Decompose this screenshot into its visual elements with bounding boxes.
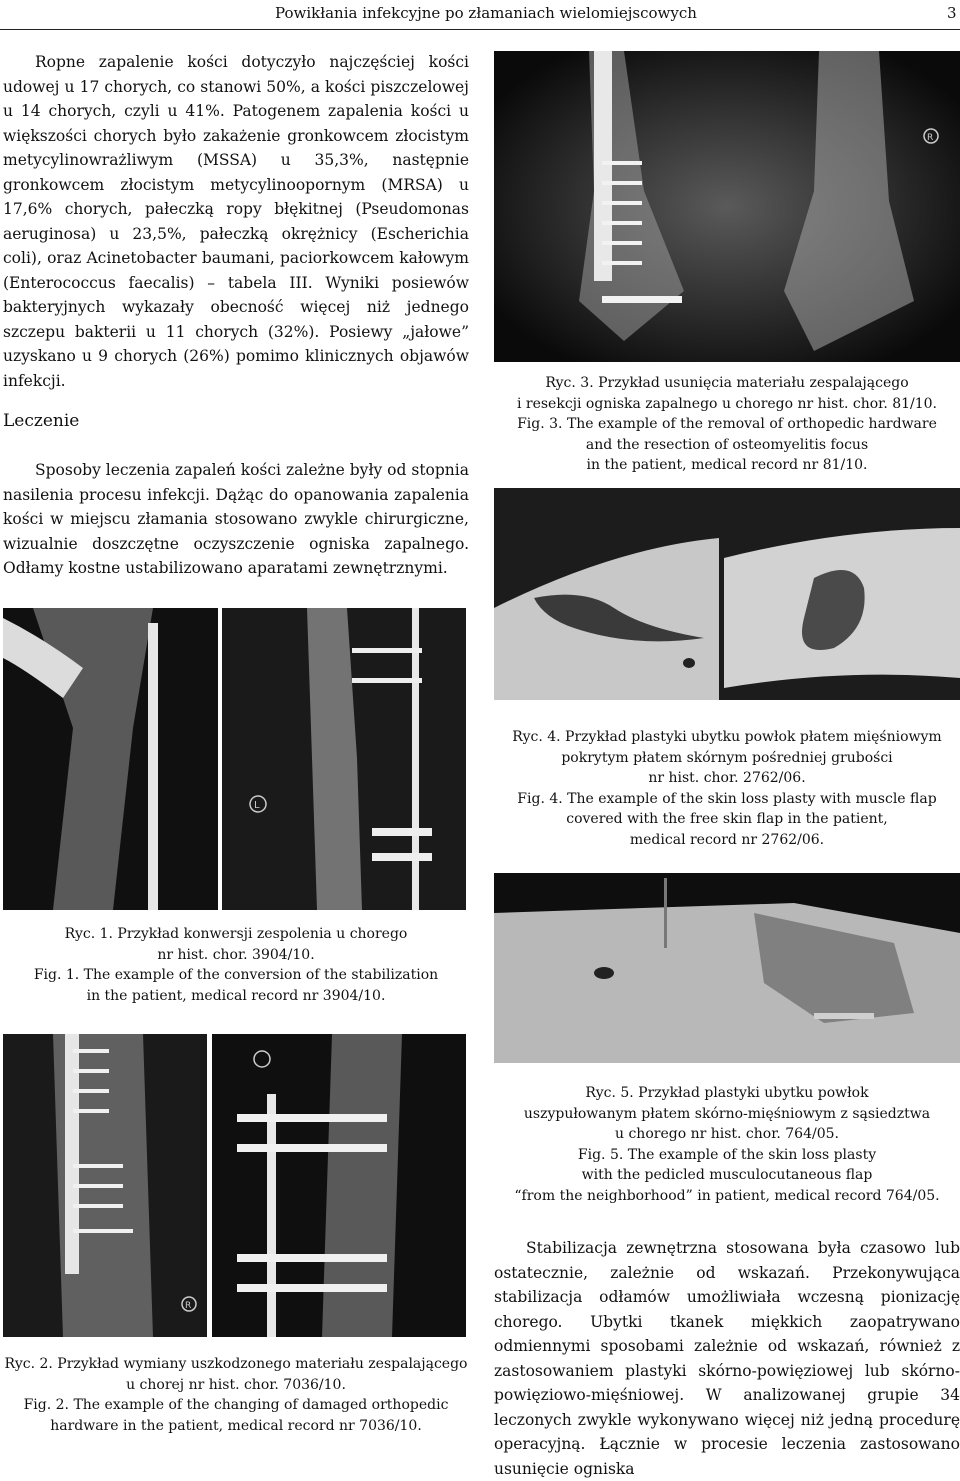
- caption-line: with the pedicled musculocutaneous flap: [581, 1167, 873, 1183]
- body-paragraph: Stabilizacja zewnętrzna stosowana była czasowo lub ostatecznie, zależnie od wskazań. Przekonywująca stabilizacja odłamów umożliwiała wczesną pionizację chorego. Ubytki tkanek miękkich zaopatrywano odmiennymi sposobami zależnie od wskazań, również z zastosowaniem plastyki skórno-powięziowej lub skórno-powięziowo-mięśniowej. W analizowanej grupie 34 leczonych zwykle wykonywano więcej niż jedną procedurę operacyjną. Łącznie w procesie leczenia zastosowano usunięcie ogniska: [494, 1239, 960, 1478]
- page-number: 3: [947, 4, 957, 22]
- running-title: Powikłania infekcyjne po złamaniach wielomiejscowych: [275, 4, 697, 22]
- caption-line: Fig. 1. The example of the conversion of the stabilization: [33, 967, 439, 983]
- caption-line: Fig. 5. The example of the skin loss plasty: [577, 1146, 877, 1163]
- xray-marker: R: [185, 1301, 192, 1311]
- xray-marker: L: [254, 800, 260, 811]
- left-column-text-2: [3, 458, 469, 581]
- caption-line: Fig. 3. The example of the removal of orthopedic hardware: [517, 416, 937, 432]
- figure-2-caption: [3, 1354, 469, 1436]
- caption-line: hardware in the patient, medical record nr 7036/10.: [50, 1417, 422, 1434]
- right-column-text: [494, 1236, 960, 1481]
- body-paragraph: Ropne zapalenie kości dotyczyło najczęściej kości udowej u 17 chorych, co stanowi 50%, a kości piszczelowej u 14 chorych, czyli u 41%. Patogenem zapalenia kości u większości chorych było zakażenie gronkowcem złocistym metycylinowrażliwym (MSSA) u 35,3%, następnie gronkowcem złocistym metycylinoopornym (MRSA) u 17,6% chorych, pałeczką ropy błękitnej (Pseudomonas aeruginosa) u 23,5%, pałeczką okrężnicy (Escherichia coli), oraz Acinetobacter baumani, paciorkowcem kałowym (Enterococcus faecalis) – tabela III. Wyniki posiewów bakteryjnych wykazały obecność więcej niż jednego szczepu bakterii u 11 chorych (32%). Posiewy „jałowe” uzyskano u 9 chorych (26%) pomimo klinicznych objawów infekcji.: [3, 53, 469, 390]
- xray-figure-2-right: [212, 1034, 466, 1337]
- figure-4-caption: [494, 727, 960, 850]
- caption-line: medical record nr 2762/06.: [629, 831, 825, 848]
- caption-line: “from the neighborhood” in patient, medical record 764/05.: [514, 1187, 940, 1204]
- caption-line: in the patient, medical record nr 3904/10.: [86, 987, 386, 1004]
- xray-figure-2-left: [3, 1034, 207, 1337]
- figure-1-caption: [3, 924, 469, 1006]
- left-column-text: [3, 50, 469, 393]
- xray-figure-1-left: [3, 608, 218, 910]
- figure-3-caption: [494, 373, 960, 476]
- xray-figure-1-right: [222, 608, 466, 910]
- header-rule: [0, 29, 960, 30]
- caption-line: pokrytym płatem skórnym pośredniej grubości: [561, 749, 893, 766]
- caption-line: in the patient, medical record nr 81/10.: [586, 457, 868, 473]
- caption-line: i resekcji ogniska zapalnego u chorego nr hist. chor. 81/10.: [516, 395, 938, 412]
- caption-line: u chorego nr hist. chor. 764/05.: [615, 1126, 839, 1142]
- clinical-photo-figure-4: [494, 488, 960, 700]
- xray-marker: R: [927, 133, 934, 143]
- caption-line: u chorej nr hist. chor. 7036/10.: [126, 1376, 346, 1393]
- figure-5-caption: [494, 1083, 960, 1206]
- caption-line: covered with the free skin flap in the patient,: [566, 811, 888, 827]
- caption-line: Ryc. 2. Przykład wymiany uszkodzonego materiału zespalającego: [4, 1356, 468, 1372]
- section-heading: Leczenie: [3, 411, 80, 431]
- caption-line: nr hist. chor. 3904/10.: [157, 946, 315, 963]
- caption-line: Ryc. 4. Przykład plastyki ubytku powłok płatem mięśniowym: [512, 729, 942, 745]
- caption-line: uszypułowanym płatem skórno-mięśniowym z sąsiedztwa: [523, 1105, 931, 1122]
- caption-line: and the resection of osteomyelitis focus: [585, 436, 869, 453]
- caption-line: Fig. 4. The example of the skin loss plasty with muscle flap: [517, 790, 937, 807]
- page-header: [0, 0, 960, 28]
- caption-line: nr hist. chor. 2762/06.: [648, 770, 806, 786]
- body-paragraph: Sposoby leczenia zapaleń kości zależne były od stopnia nasilenia procesu infekcji. Dążąc do opanowania zapalenia kości w miejscu złamania stosowano zwykle chirurgiczne, wizualnie doszczętne oczyszczenie ogniska zapalnego. Odłamy kostne ustabilizowano aparatami zewnętrznymi.: [3, 461, 469, 577]
- caption-line: Fig. 2. The example of the changing of damaged orthopedic: [23, 1397, 449, 1413]
- caption-line: Ryc. 5. Przykład plastyki ubytku powłok: [585, 1085, 869, 1101]
- caption-line: Ryc. 3. Przykład usunięcia materiału zespalającego: [545, 375, 909, 391]
- clinical-photo-figure-5: [494, 873, 960, 1063]
- caption-line: Ryc. 1. Przykład konwersji zespolenia u chorego: [64, 926, 408, 942]
- xray-figure-3: [494, 51, 960, 362]
